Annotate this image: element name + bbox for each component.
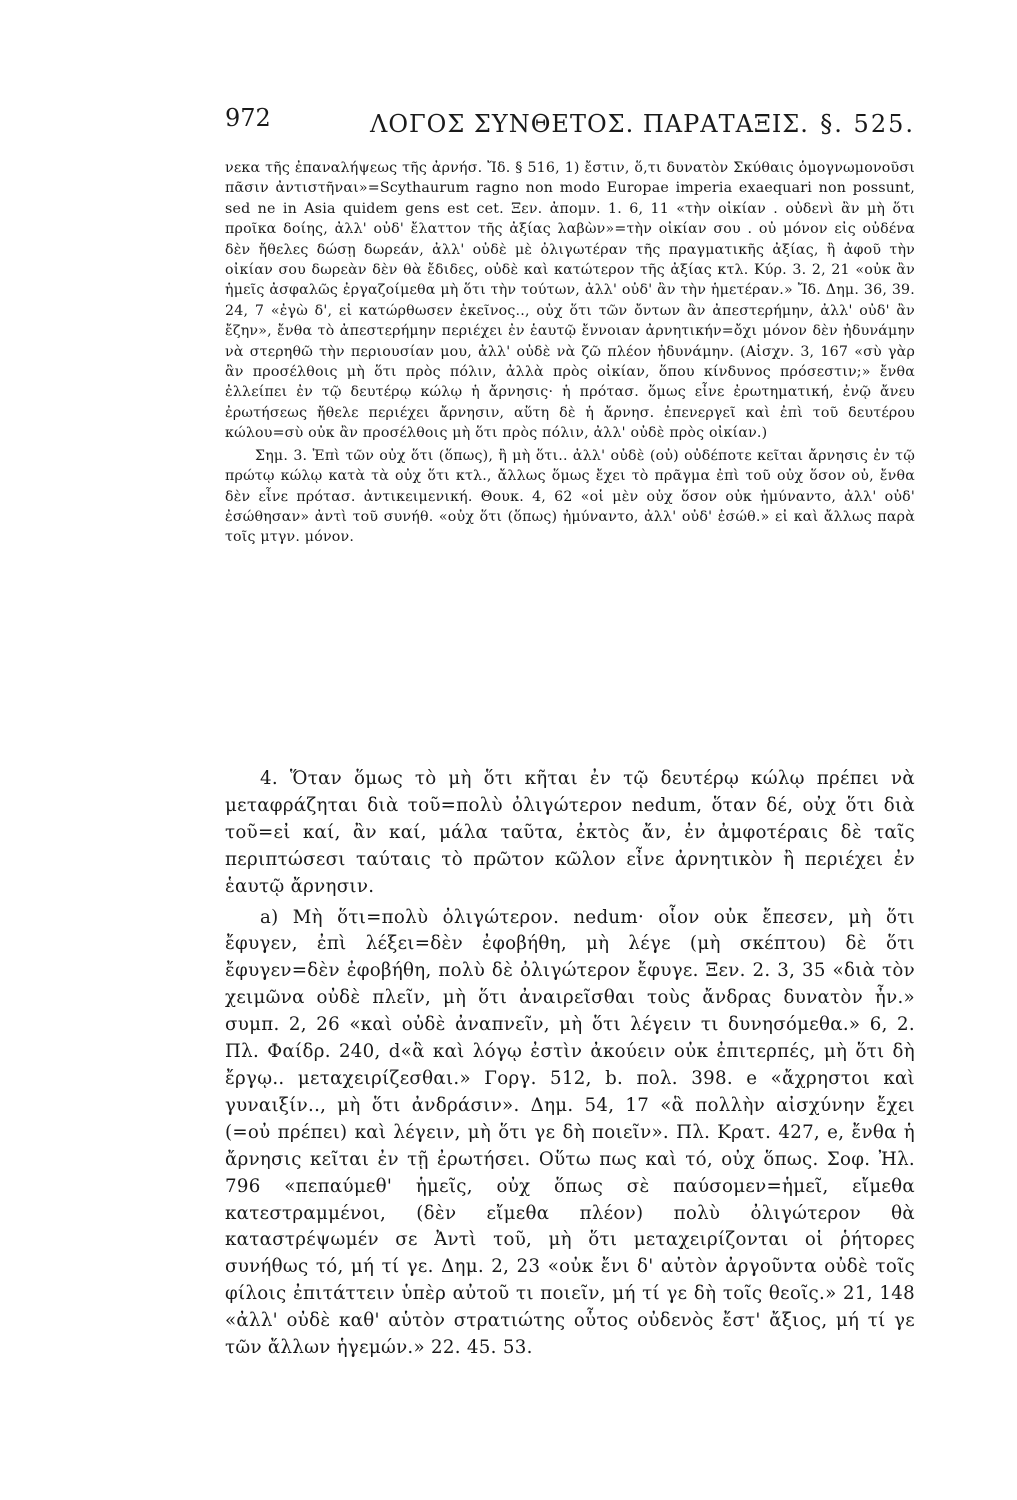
- continuation-paragraph: νεκα τῆς ἐπαναλήψεως τῆς ἀρνήσ. Ἴδ. § 516, 1) ἔστιν, ὅ,τι δυνατὸν Σκύθαις ὁμογνωμονοῦσι πᾶσιν ἀντιστῆναι»=Scythaurum ragno non modo Europae imperia exaequari non possunt, sed ne in Asia quidem gens est cet. Ξεν. ἀπομν. 1. 6, 11 «τὴν οἰκίαν . οὐδενὶ ἂν μὴ ὅτι προῖκα δοίης, ἀλλ' οὐδ' ἔλαττον τῆς ἀξίας λαβὼν»=τὴν οἰκίαν σου . οὐ μόνον εἰς οὐδένα δὲν ἤθελες δώσῃ δωρεάν, ἀλλ' οὐδὲ μὲ ὀλιγωτέραν τῆς πραγματικῆς ἀξίας, ἢ ἀφοῦ τὴν οἰκίαν σου δωρεὰν δὲν θὰ ἔδιδες, οὐδὲ καὶ κατώτερον τῆς ἀξίας κτλ. Κύρ. 3. 2, 21 «οὐκ ἂν ἡμεῖς ἀσφαλῶς ἐργαζοίμεθα μὴ ὅτι τὴν τούτων, ἀλλ' οὐδ' ἂν τὴν ἡμετέραν.» Ἴδ. Δημ. 36, 39. 24, 7 «ἐγὼ δ', εἰ κατώρθωσεν ἐκεῖνος.., οὐχ ὅτι τῶν ὄντων ἂν ἀπεστερήμην, ἀλλ' οὐδ' ἂν ἔζην», ἔνθα τὸ ἀπεστερήμην περιέχει ἐν ἑαυτῷ ἔννοιαν ἀρνητικήν=ὄχι μόνον δὲν ἠδυνάμην νὰ στερηθῶ τὴν περιουσίαν μου, ἀλλ' οὐδὲ νὰ ζῶ πλέον ἠδυνάμην. (Αἰσχν. 3, 167 «σὺ γὰρ ἂν προσέλθοις μὴ ὅτι πρὸς πόλιν, ἀλλὰ πρὸς οἰκίαν, ὅπου κίνδυνος πρόσεστιν;» ἔνθα ἐλλείπει ἐν τῷ δευτέρῳ κώλῳ ἡ ἄρνησις· ἡ πρότασ. ὅμως εἶνε ἐρωτηματική, ἐνῷ ἄνευ ἐρωτήσεως ἤθελε περιέχει ἄρνησιν, αὕτη δὲ ἡ ἄρνησ. ἐπενεργεῖ καὶ ἐπὶ τοῦ δευτέρου κώλου=σὺ οὐκ ἂν προσέλθοις μὴ ὅτι πρὸς πόλιν, ἀλλ' οὐδὲ πρὸς οἰκίαν.): [225, 160, 915, 442]
- section-number: §. 525.: [820, 110, 915, 138]
- running-title: ΛΟΓΟΣ ΣΥΝΘΕΤΟΣ. ΠΑΡΑΤΑΞΙΣ.: [370, 110, 809, 138]
- main-text-block: [225, 766, 915, 1362]
- note-paragraph: Σημ. 3. Ἐπὶ τῶν οὐχ ὅτι (ὅπως), ἢ μὴ ὅτι.. ἀλλ' οὐδὲ (οὐ) οὐδέποτε κεῖται ἄρνησις ἐν τῷ πρώτῳ κώλῳ κατὰ τὰ οὐχ ὅτι κτλ., ἄλλως ὅμως ἔχει τὸ πρᾶγμα ἐπὶ τοῦ οὐχ ὅσον οὐ, ἔνθα δὲν εἶνε πρότασ. ἀντικειμενική. Θουκ. 4, 62 «οἱ μὲν οὐχ ὅσον οὐκ ἠμύναντο, ἀλλ' οὐδ' ἐσώθησαν» ἀντὶ τοῦ συνήθ. «οὐχ ὅτι (ὅπως) ἠμύναντο, ἀλλ' οὐδ' ἐσώθ.» εἰ καὶ ἄλλως παρὰ τοῖς μτγν. μόνον.: [225, 447, 915, 546]
- subsection-paragraph: a) Μὴ ὅτι=πολὺ ὀλιγώτερον. nedum· οἷον οὐκ ἔπεσεν, μὴ ὅτι ἔφυγεν, ἐπὶ λέξει=δὲν ἐφοβήθη, μὴ λέγε (μὴ σκέπτου) δὲ ὅτι ἔφυγεν=δὲν ἐφοβήθη, πολὺ δὲ ὀλιγώτερον ἔφυγε. Ξεν. 2. 3, 35 «διὰ τὸν χειμῶνα οὐδὲ πλεῖν, μὴ ὅτι ἀναιρεῖσθαι τοὺς ἄνδρας δυνατὸν ἦν.» συμπ. 2, 26 «καὶ οὐδὲ ἀναπνεῖν, μὴ ὅτι λέγειν τι δυνησόμεθα.» 6, 2. Πλ. Φαίδρ. 240, d«ἃ καὶ λόγῳ ἐστὶν ἀκούειν οὐκ ἐπιτερπές, μὴ ὅτι δὴ ἔργῳ.. μεταχειρίζεσθαι.» Γοργ. 512, b. πολ. 398. e «ἄχρηστοι καὶ γυναιξίν.., μὴ ὅτι ἀνδράσιν». Δημ. 54, 17 «ἃ πολλὴν αἰσχύνην ἔχει (=οὐ πρέπει) καὶ λέγειν, μὴ ὅτι γε δὴ ποιεῖν». Πλ. Κρατ. 427, e, ἔνθα ἡ ἄρνησις κεῖται ἐν τῇ ἐρωτήσει. Οὕτω πως καὶ τό, οὐχ ὅπως. Σοφ. Ἠλ. 796 «πεπαύμεθ' ἡμεῖς, οὐχ ὅπως σὲ παύσομεν=ἡμεῖ, εἴμεθα κατεστραμμένοι, (δὲν εἴμεθα πλέον) πολὺ ὀλιγώτερον θὰ καταστρέψωμέν σε Ἀντὶ τοῦ, μὴ ὅτι μεταχειρίζονται οἱ ῥήτορες συνήθως τό, μή τί γε. Δημ. 2, 23 «οὐκ ἔνι δ' αὐτὸν ἀργοῦντα οὐδὲ τοῖς φίλοις ἐπιτάττειν ὑπὲρ αὐτοῦ τι ποιεῖν, μή τί γε δὴ τοῖς θεοῖς.» 21, 148 «ἀλλ' οὐδὲ καθ' αὑτὸν στρατιώτης οὗτος οὐδενὸς ἔστ' ἄξιος, μή τί γε τῶν ἄλλων ἡγεμών.» 22. 45. 53.: [225, 906, 915, 1359]
- running-header: [225, 104, 915, 144]
- rule-paragraph: 4. Ὅταν ὅμως τὸ μὴ ὅτι κῆται ἐν τῷ δευτέρῳ κώλῳ πρέπει νὰ μεταφράζηται διὰ τοῦ=πολὺ ὀλιγώτερον nedum, ὅταν δέ, οὐχ ὅτι διὰ τοῦ=εἰ καί, ἂν καί, μάλα ταῦτα, ἐκτὸς ἄν, ἐν ἀμφοτέραις δὲ ταῖς περιπτώσεσι ταύταις τὸ πρῶτον κῶλον εἶνε ἀρνητικὸν ἢ περιέχει ἐν ἑαυτῷ ἄρνησιν.: [225, 768, 915, 897]
- small-print-block: [225, 158, 915, 548]
- page-number: 972: [225, 104, 271, 132]
